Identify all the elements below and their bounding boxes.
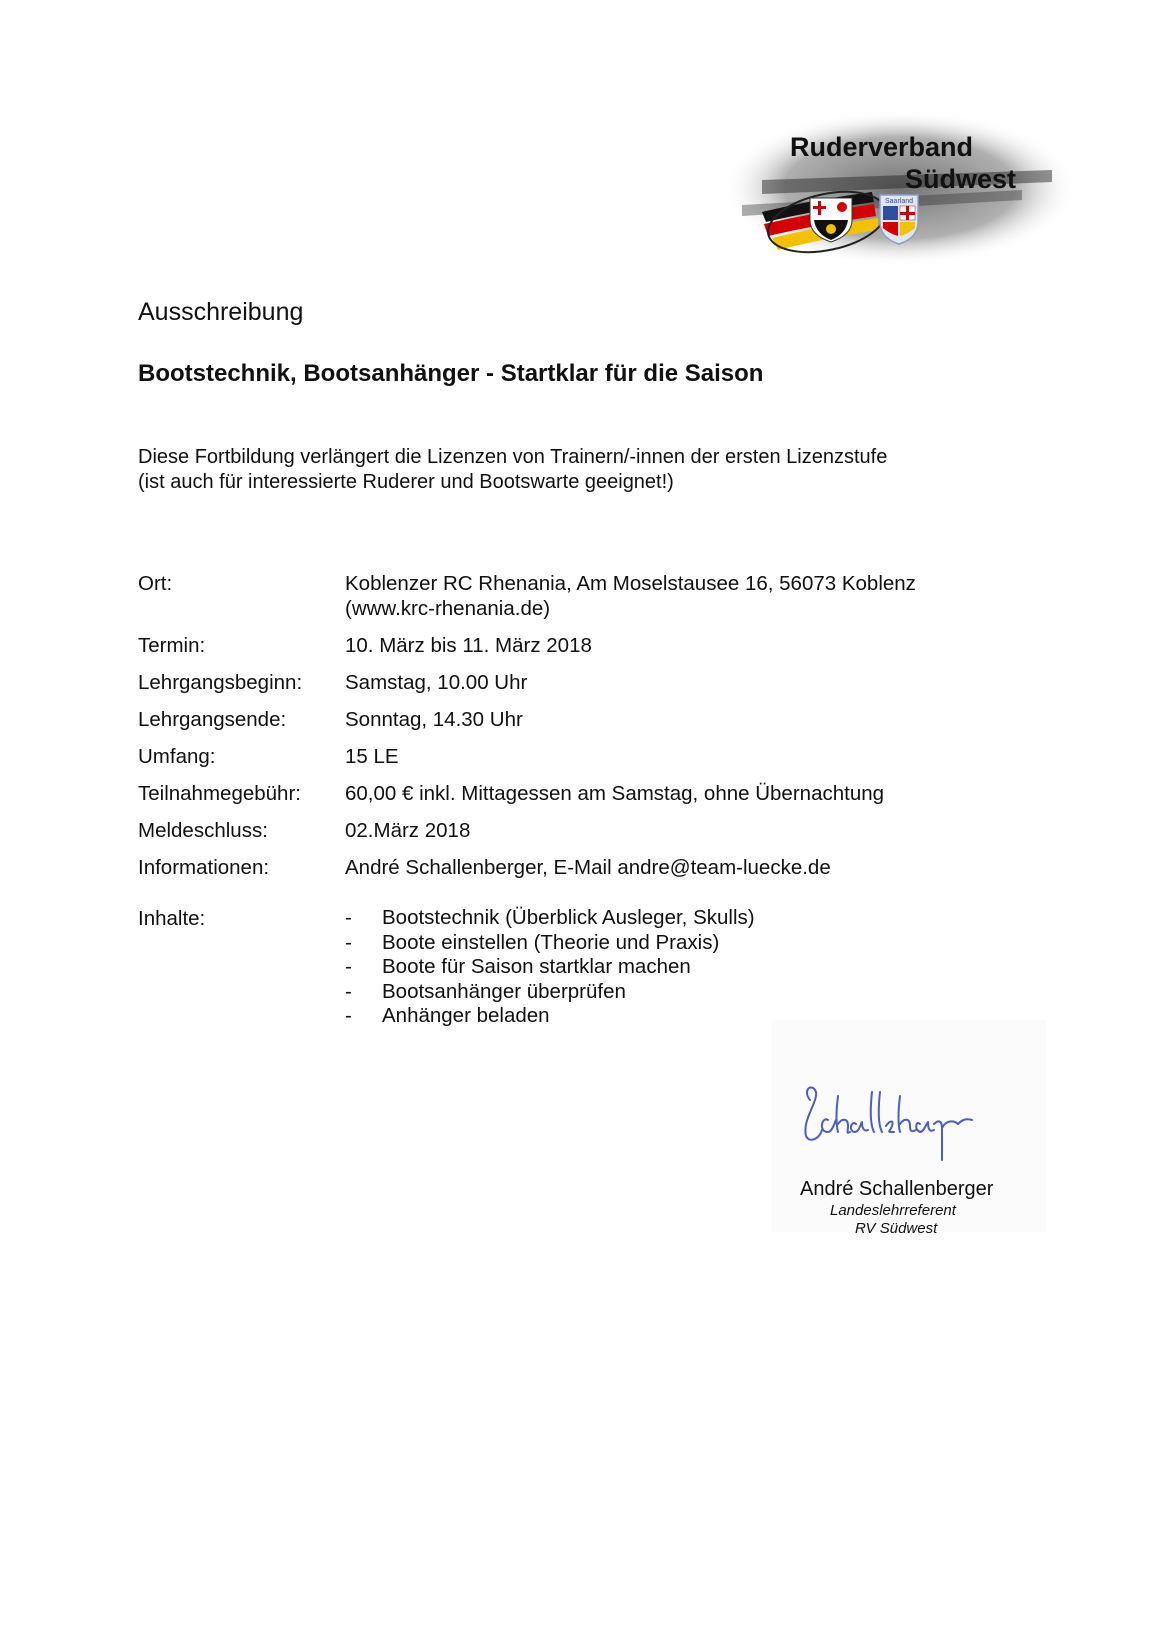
detail-value: Sonntag, 14.30 Uhr: [345, 708, 523, 731]
bullet-dash: -: [345, 979, 352, 1003]
list-item-text: Boote für Saison startklar machen: [382, 955, 691, 978]
logo-text-ruderverband: Ruderverband: [790, 132, 974, 162]
detail-label: Lehrgangsende:: [138, 708, 287, 731]
detail-value: 60,00 € inkl. Mittagessen am Samstag, ohne Übernachtung: [345, 782, 885, 805]
intro-line: Diese Fortbildung verlängert die Lizenzen von Trainern/-innen der ersten Lizenzstufe: [138, 446, 888, 468]
detail-label: Inhalte:: [138, 907, 206, 930]
detail-value-website: (www.krc-rhenania.de): [345, 597, 551, 620]
list-item-text: Anhänger beladen: [382, 1004, 550, 1027]
detail-label: Meldeschluss:: [138, 819, 268, 842]
detail-label: Informationen:: [138, 856, 270, 879]
bullet-dash: -: [345, 930, 352, 954]
detail-label: Umfang:: [138, 745, 216, 768]
detail-label: Termin:: [138, 634, 206, 657]
list-item-text: Bootstechnik (Überblick Ausleger, Skulls): [382, 906, 755, 929]
detail-label: Teilnahmegebühr:: [138, 782, 301, 805]
bullet-dash: -: [345, 1004, 352, 1027]
ruderverband-suedwest-logo: [722, 110, 1082, 275]
detail-value: Samstag, 10.00 Uhr: [345, 671, 528, 694]
detail-value: 15 LE: [345, 745, 399, 768]
document-type: Ausschreibung: [138, 298, 304, 326]
signatory-organization: RV Südwest: [855, 1220, 938, 1237]
logo-text-suedwest: Südwest: [905, 164, 1017, 194]
detail-value: 10. März bis 11. März 2018: [345, 634, 592, 657]
saarland-coat-of-arms: [880, 195, 918, 244]
detail-value: 02.März 2018: [345, 819, 471, 842]
detail-label: Lehrgangsbeginn:: [138, 671, 303, 694]
detail-value: Koblenzer RC Rhenania, Am Moselstausee 16, 56073 Koblenz: [345, 572, 916, 595]
signatory-role: Landeslehrreferent: [830, 1202, 956, 1219]
detail-value-contact: André Schallenberger, E-Mail andre@team-luecke.de: [345, 856, 831, 879]
detail-label: Ort:: [138, 572, 173, 595]
signatory-name: André Schallenberger: [800, 1178, 994, 1200]
intro-line: (ist auch für interessierte Ruderer und Bootswarte geeignet!): [138, 471, 674, 493]
bullet-dash: -: [345, 906, 352, 929]
document-title: Bootstechnik, Bootsanhänger - Startklar für die Saison: [138, 360, 764, 387]
list-item-text: Bootsanhänger überprüfen: [382, 979, 626, 1003]
list-item-text: Boote einstellen (Theorie und Praxis): [382, 930, 720, 954]
saarland-shield-label: Saarland: [884, 198, 914, 205]
intro-paragraph: [138, 445, 887, 495]
bullet-dash: -: [345, 955, 352, 978]
logo-graphic: [722, 110, 1082, 275]
